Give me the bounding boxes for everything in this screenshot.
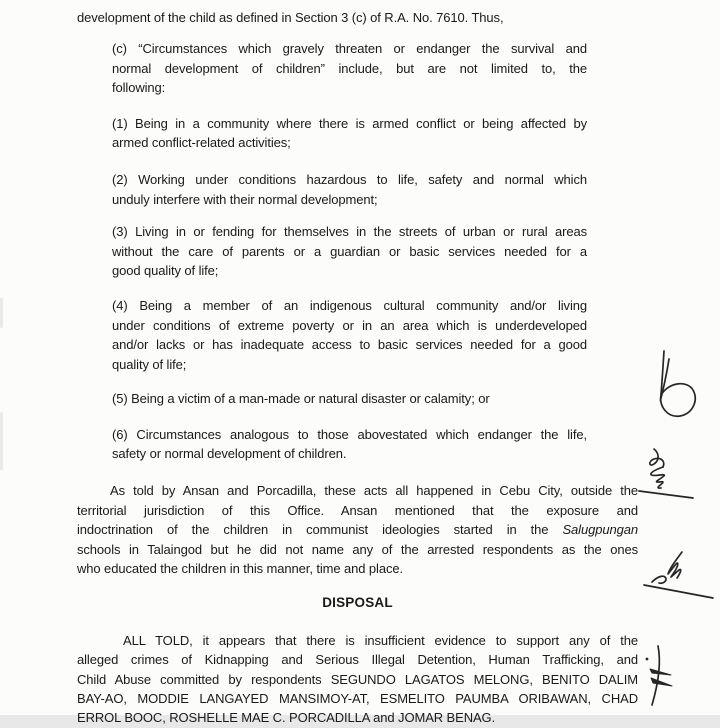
text-line: under conditions of extreme poverty or in an area which is underdeveloped <box>112 317 587 333</box>
enumerated-item-3 <box>112 222 587 280</box>
text-segment: indoctrination of the children in communist ideologies started in the <box>77 522 563 538</box>
text-line: schools in Talaingod but he did not name any of the arrested respondents as the ones <box>77 541 638 557</box>
text-line: (2) Working under conditions hazardous to life, safety and normal which <box>112 172 587 188</box>
scan-smudge <box>0 412 3 470</box>
narrative-paragraph <box>77 481 638 578</box>
enumerated-item-4 <box>112 296 587 374</box>
text-line: (c) “Circumstances which gravely threaten or endanger the survival and <box>112 41 587 57</box>
text-line: without the care of parents or a guardian or basic services needed for a <box>112 243 587 259</box>
text-line: quality of life; <box>112 356 187 372</box>
text-line: (5) Being a victim of a man-made or natural disaster or calamity; or <box>112 391 490 407</box>
continuation-paragraph <box>77 8 638 27</box>
scan-smudge <box>0 298 3 328</box>
text-line: ERROL BOOC, ROSHELLE MAE C. PORCADILLA and JOMAR BENAG. <box>77 710 496 726</box>
text-line: and/or lacks or has inadequate access to basic services needed for a good <box>112 337 587 353</box>
text-line: following: <box>112 80 166 96</box>
enumerated-item-1 <box>112 114 587 153</box>
disposal-paragraph <box>77 631 638 728</box>
text-line: unduly interfere with their normal development; <box>112 191 378 207</box>
text-line <box>77 520 638 539</box>
text-line: BAY-AO, MODDIE LANGAYED MANSIMOY-AT, ESMELITO PAUMBA ORIBAWAN, CHAD <box>77 690 638 706</box>
text-line: As told by Ansan and Porcadilla, these acts all happened in Cebu City, outside the <box>110 483 638 499</box>
text-line: armed conflict-related activities; <box>112 135 291 151</box>
text-line: (3) Living in or fending for themselves in the streets of urban or rural areas <box>112 224 587 240</box>
text-line: alleged crimes of Kidnapping and Serious Illegal Detention, Human Trafficking, and <box>77 652 638 668</box>
text-line: ALL TOLD, it appears that there is insufficient evidence to support any of the <box>123 632 638 648</box>
text-line: safety or normal development of children. <box>112 445 347 461</box>
text-line: territorial jurisdiction of this Office. Ansan mentioned that the exposure and <box>77 502 638 518</box>
text-line: good quality of life; <box>112 263 219 279</box>
disposal-heading: DISPOSAL <box>322 595 393 611</box>
enumerated-item-6 <box>112 425 587 464</box>
text-line: normal development of children” include, but are not limited to, the <box>112 60 587 76</box>
italic-term: Salugpungan <box>562 522 638 538</box>
text-line: Child Abuse committed by respondents SEGUNDO LAGATOS MELONG, BENITO DALIM <box>77 671 638 687</box>
text-line: (1) Being in a community where there is armed conflict or being affected by <box>112 115 587 131</box>
text-line: development of the child as defined in Section 3 (c) of R.A. No. 7610. Thus, <box>77 10 504 25</box>
text-line: who educated the children in this manner, time and place. <box>77 560 404 576</box>
text-line: (6) Circumstances analogous to those abovestated which endanger the life, <box>112 426 587 442</box>
text-line: (4) Being a member of an indigenous cultural community and/or living <box>112 298 587 314</box>
definition-c-paragraph <box>112 39 587 97</box>
enumerated-item-2 <box>112 170 587 209</box>
enumerated-item-5 <box>112 389 587 408</box>
